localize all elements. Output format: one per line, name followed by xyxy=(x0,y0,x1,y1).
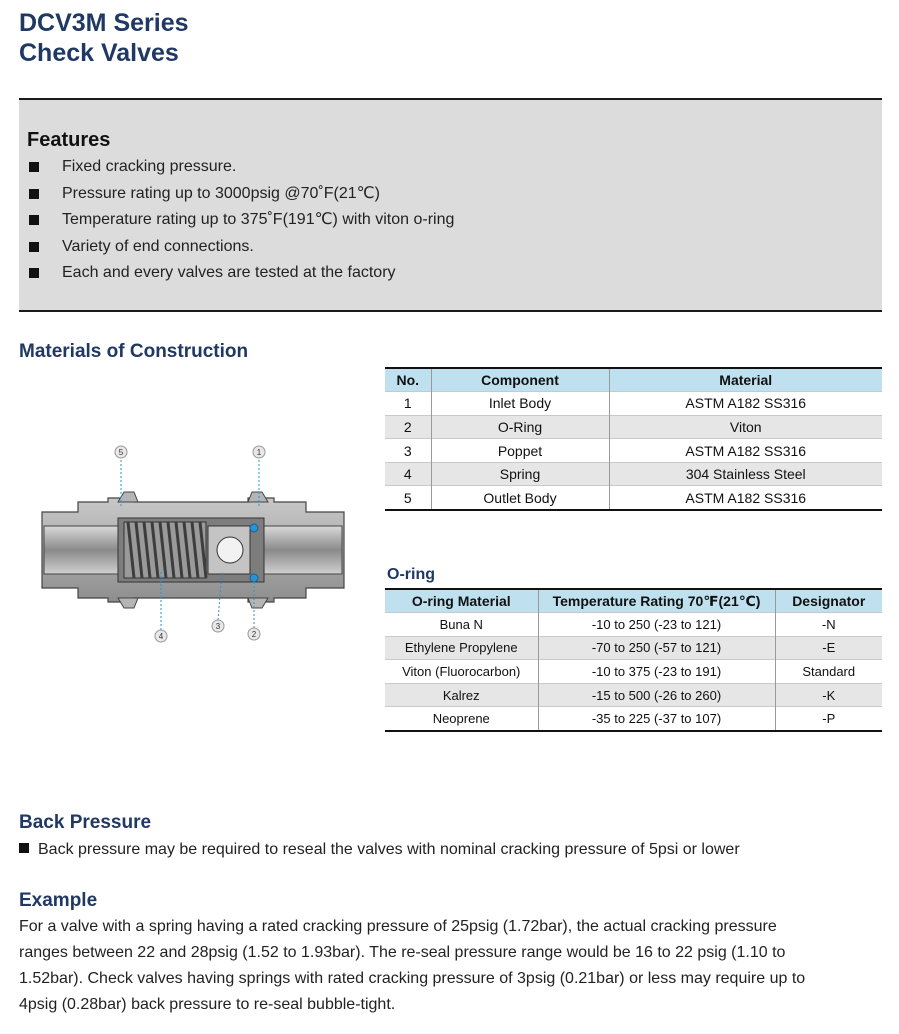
page-title xyxy=(19,8,189,68)
square-bullet-icon xyxy=(29,268,39,278)
title-line-2: Check Valves xyxy=(19,39,179,67)
svg-text:1: 1 xyxy=(256,448,262,457)
svg-text:4: 4 xyxy=(158,632,164,641)
table-row: 2 O-Ring Viton xyxy=(385,415,882,439)
callout-4 xyxy=(155,630,167,642)
back-pressure-heading: Back Pressure xyxy=(19,812,152,833)
col-header-material: Material xyxy=(609,368,882,392)
col-header-temperature: Temperature Rating 70℉(21℃) xyxy=(538,589,775,613)
svg-text:3: 3 xyxy=(215,622,221,631)
callout-5 xyxy=(115,446,127,458)
table-row: 4 Spring 304 Stainless Steel xyxy=(385,462,882,486)
table-row: Kalrez -15 to 500 (-26 to 260) -K xyxy=(385,683,882,707)
feature-item: Variety of end connections. xyxy=(27,236,454,263)
feature-item: Temperature rating up to 375˚F(191℃) with viton o-ring xyxy=(27,209,454,236)
square-bullet-icon xyxy=(29,242,39,252)
oring-table xyxy=(385,588,882,732)
callout-2 xyxy=(248,628,260,640)
square-bullet-icon xyxy=(19,843,29,853)
materials-table xyxy=(385,367,882,511)
feature-item: Fixed cracking pressure. xyxy=(27,156,454,183)
table-row: 5 Outlet Body ASTM A182 SS316 xyxy=(385,486,882,510)
col-header-designator: Designator xyxy=(775,589,882,613)
table-row: 1 Inlet Body ASTM A182 SS316 xyxy=(385,392,882,416)
callout-1 xyxy=(253,446,265,458)
callout-3 xyxy=(212,620,224,632)
col-header-component: Component xyxy=(431,368,609,392)
col-header-oring-material: O-ring Material xyxy=(385,589,538,613)
poppet xyxy=(208,526,250,574)
table-row: Ethylene Propylene -70 to 250 (-57 to 121) -E xyxy=(385,636,882,660)
materials-heading: Materials of Construction xyxy=(19,341,249,362)
title-line-1: DCV3M Series xyxy=(19,9,189,37)
features-heading: Features xyxy=(27,129,111,151)
table-row: Buna N -10 to 250 (-23 to 121) -N xyxy=(385,613,882,637)
table-row: Viton (Fluorocarbon) -10 to 375 (-23 to 191) Standard xyxy=(385,660,882,684)
o-ring-marker xyxy=(250,524,258,532)
square-bullet-icon xyxy=(29,215,39,225)
table-row: Neoprene -35 to 225 (-37 to 107) -P xyxy=(385,707,882,731)
valve-cross-section-diagram xyxy=(38,442,358,647)
features-list xyxy=(27,156,454,289)
col-header-no: No. xyxy=(385,368,431,392)
square-bullet-icon xyxy=(29,162,39,172)
o-ring-marker xyxy=(250,574,258,582)
features-box xyxy=(19,98,882,312)
square-bullet-icon xyxy=(29,189,39,199)
spring xyxy=(124,522,206,578)
example-heading: Example xyxy=(19,890,98,911)
oring-heading: O-ring xyxy=(387,566,435,583)
back-pressure-text: Back pressure may be required to reseal the valves with nominal cracking pressure of 5psi or lower xyxy=(19,840,740,860)
svg-text:5: 5 xyxy=(118,448,124,457)
example-paragraph: For a valve with a spring having a rated cracking pressure of 25psig (1.72bar), the actual cracking pressure ranges between 22 and 28psig (1.52 to 1.93bar). The re-seal pressure range would be 16 to 22 psig (1.10 to 1.52bar). Check valves having springs with rated cracking pressure of 3psig (0.21bar) or less may require up to 4psig (0.28bar) back pressure to re-seal bubble-tight. xyxy=(19,918,806,1013)
svg-text:2: 2 xyxy=(251,630,257,639)
feature-item: Pressure rating up to 3000psig @70˚F(21℃) xyxy=(27,183,454,210)
feature-item: Each and every valves are tested at the factory xyxy=(27,262,454,289)
table-row: 3 Poppet ASTM A182 SS316 xyxy=(385,439,882,463)
